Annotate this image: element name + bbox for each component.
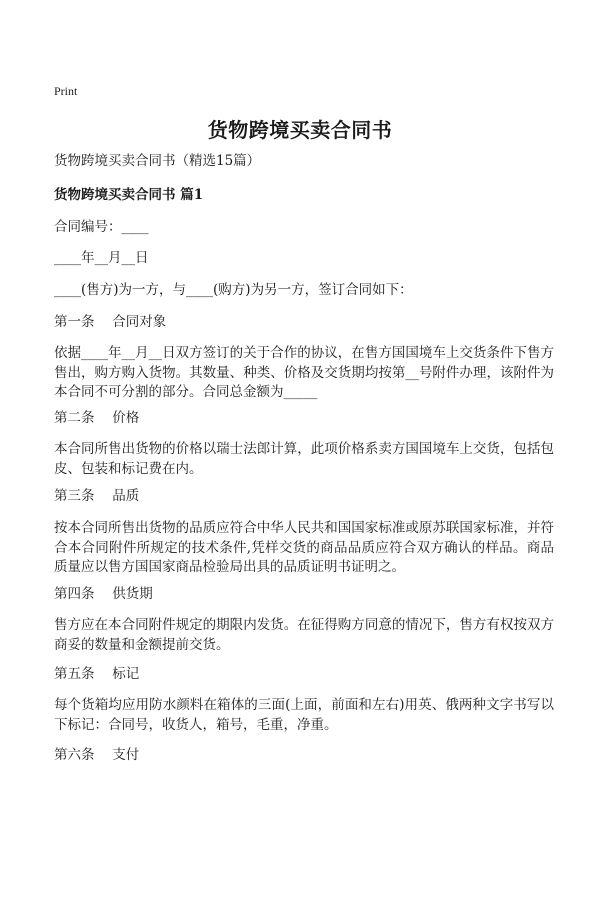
article-2-heading: 第二条 价格 <box>54 410 140 426</box>
article-5-heading: 第五条 标记 <box>54 666 140 682</box>
contract-number-line: 合同编号：____ <box>54 219 149 235</box>
date-line: ____年__月__日 <box>54 250 149 266</box>
article-6-heading: 第六条 支付 <box>54 747 140 763</box>
article-4-body: 售方应在本合同附件规定的期限内发货。在征得购方同意的情况下，售方有权按双方商妥的数量和金额提前交货。 <box>54 617 554 653</box>
article-4-heading: 第四条 供货期 <box>54 586 153 602</box>
document-title: 货物跨境买卖合同书 <box>207 118 393 142</box>
article-1-body: 依据____年__月__日双方签订的关于合作的协议，在售方国国境车上交货条件下售方售出，购方购入货物。其数量、种类、价格及交货期均按第__号附件办理，该附件为本合同不可分割的部分。合同总金额为_____ <box>54 345 554 400</box>
article-2-body: 本合同所售出货物的价格以瑞士法郎计算，此项价格系卖方国国境车上交货，包括包皮、包装和标记费在内。 <box>54 441 554 477</box>
article-5-body: 每个货箱均应用防水颜料在箱体的三面(上面，前面和左右)用英、俄两种文字书写以下标记：合同号，收货人，箱号，毛重，净重。 <box>54 697 554 733</box>
document-subtitle: 货物跨境买卖合同书（精选15篇） <box>54 153 261 169</box>
article-3-heading: 第三条 品质 <box>54 488 140 504</box>
parties-line: ____(售方)为一方，与____(购方)为另一方，签订合同如下： <box>54 282 413 298</box>
section-heading: 货物跨境买卖合同书 篇1 <box>54 187 204 203</box>
print-link[interactable]: Print <box>54 84 78 98</box>
article-3-body: 按本合同所售出货物的品质应符合中华人民共和国国家标准或原苏联国家标准，并符合本合同附件所规定的技术条件,凭样交货的商品品质应符合双方确认的样品。商品质量应以售方国国家商品检验局出具的品质证明书证明之。 <box>54 520 554 575</box>
article-1-heading: 第一条 合同对象 <box>54 314 167 330</box>
